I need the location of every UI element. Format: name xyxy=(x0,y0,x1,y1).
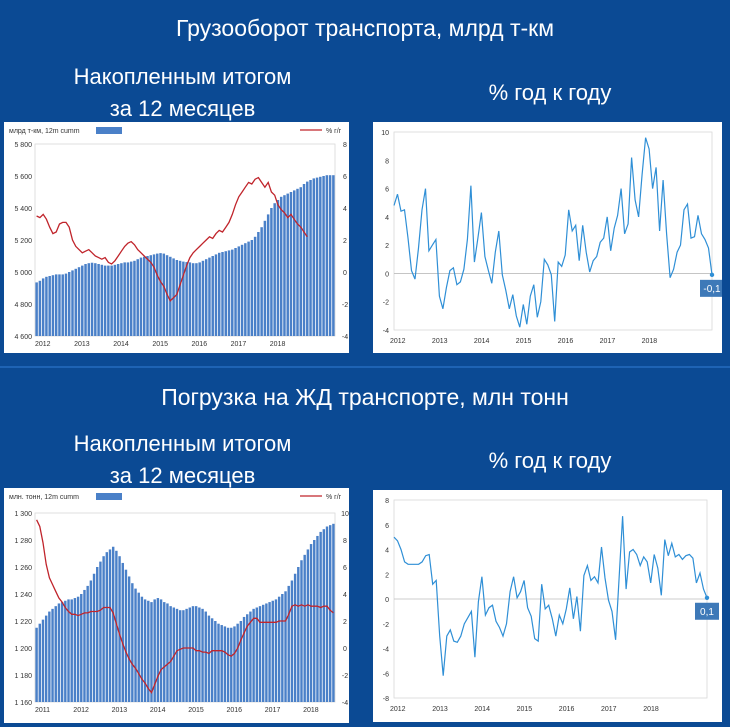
bar xyxy=(332,175,334,336)
bar xyxy=(169,606,171,702)
y-tick-label: 8 xyxy=(385,158,389,166)
bar xyxy=(133,261,135,336)
y2-tick-label: 4 xyxy=(343,206,347,213)
bar xyxy=(150,255,152,336)
y2-tick-label: 0 xyxy=(343,270,347,277)
bar xyxy=(283,195,285,336)
y2-tick-label: 6 xyxy=(343,565,347,572)
x-tick-label: 2012 xyxy=(390,706,406,713)
bar xyxy=(136,259,138,336)
bar xyxy=(262,605,264,702)
top-title: Грузооборот транспорта, млрд т-км xyxy=(175,15,555,41)
bar xyxy=(230,628,232,702)
bar xyxy=(42,620,44,702)
x-tick-label: 2016 xyxy=(558,706,575,713)
x-tick-label: 2016 xyxy=(191,341,208,348)
x-tick-label: 2017 xyxy=(599,338,616,345)
x-tick-label: 2013 xyxy=(74,341,90,348)
bar xyxy=(260,227,262,336)
bar xyxy=(241,245,243,336)
callout-label: -0,1 xyxy=(703,283,721,295)
bar xyxy=(125,570,127,702)
bar xyxy=(159,253,161,336)
bottom-yoy-header: % год к году xyxy=(488,448,612,473)
yoy-line xyxy=(394,516,707,676)
bar xyxy=(182,610,184,702)
bar xyxy=(35,282,37,336)
bar xyxy=(297,567,299,702)
bar xyxy=(192,606,194,702)
bar xyxy=(247,242,249,336)
y-tick-label: 4 800 xyxy=(14,302,32,309)
bar xyxy=(141,597,143,702)
bar xyxy=(96,567,98,702)
y-tick-label: 6 xyxy=(385,186,389,194)
bar xyxy=(189,608,191,703)
bar xyxy=(157,598,159,702)
bar xyxy=(128,576,130,702)
bottom-title: Погрузка на ЖД транспорте, млн тонн xyxy=(161,383,569,410)
rail-cumulative-panel xyxy=(4,488,349,723)
bar xyxy=(138,593,140,702)
bar xyxy=(236,624,238,702)
bar xyxy=(307,549,309,702)
bar xyxy=(58,603,60,702)
bottom-title-band xyxy=(0,366,730,426)
bar xyxy=(163,254,165,336)
bar xyxy=(326,175,328,336)
bar xyxy=(293,190,295,336)
bar xyxy=(306,182,308,336)
bar xyxy=(179,261,181,336)
freight-yoy-panel xyxy=(373,122,722,353)
bar xyxy=(218,253,220,336)
bar xyxy=(300,187,302,336)
bar xyxy=(291,581,293,703)
x-tick-label: 2018 xyxy=(641,338,658,345)
y-tick-label: 5 800 xyxy=(14,142,32,149)
bar xyxy=(272,601,274,702)
bar xyxy=(101,265,103,336)
yoy-line xyxy=(394,138,712,328)
x-tick-label: 2012 xyxy=(35,341,51,348)
bar xyxy=(231,250,233,336)
x-tick-label: 2012 xyxy=(390,338,406,345)
bar xyxy=(211,618,213,702)
x-tick-label: 2016 xyxy=(557,338,574,345)
y-tick-label: 8 xyxy=(385,498,389,505)
bar xyxy=(267,214,269,336)
freight-cumulative-chart xyxy=(4,122,349,353)
bar xyxy=(288,586,290,702)
bar xyxy=(35,628,37,702)
x-tick-label: 2017 xyxy=(264,707,281,714)
bar xyxy=(215,254,217,336)
y-tick-label: -2 xyxy=(382,299,389,307)
bar xyxy=(58,274,60,336)
bar xyxy=(284,591,286,702)
bar xyxy=(310,544,312,702)
last-point-marker xyxy=(710,273,714,277)
y-tick-label: 0 xyxy=(385,271,389,279)
last-point-marker xyxy=(705,596,709,600)
y2-tick-label: 4 xyxy=(343,592,347,599)
bar xyxy=(94,263,96,336)
bar xyxy=(67,599,69,702)
bar xyxy=(233,626,235,702)
bar xyxy=(252,609,254,702)
y-tick-label: 2 xyxy=(385,572,389,580)
yoy-line xyxy=(37,178,308,301)
bar xyxy=(208,258,210,336)
bar xyxy=(68,272,70,336)
x-tick-label: 2013 xyxy=(431,338,448,345)
bar xyxy=(55,274,57,336)
bar xyxy=(211,256,213,336)
bar xyxy=(123,262,125,336)
bar xyxy=(156,254,158,336)
bar xyxy=(146,256,148,336)
bar xyxy=(221,252,223,336)
bar xyxy=(55,606,57,702)
bar xyxy=(93,574,95,702)
bar xyxy=(169,257,171,336)
bottom-cumulative-header: Накопленным итогом за 12 месяцев xyxy=(73,431,292,488)
y2-tick-label: 8 xyxy=(343,538,347,545)
bar xyxy=(240,621,242,702)
bar xyxy=(163,602,165,702)
y-tick-label: 4 600 xyxy=(14,334,32,341)
bar xyxy=(309,180,311,336)
legend-bar-label: млн. тонн, 12m cumm xyxy=(9,494,79,501)
top-title-band xyxy=(0,0,730,57)
y2-tick-label: -2 xyxy=(341,302,349,309)
bar xyxy=(51,609,53,702)
x-tick-label: 2018 xyxy=(269,341,286,348)
x-tick-label: 2018 xyxy=(643,706,659,713)
bar xyxy=(249,612,251,702)
bar xyxy=(61,274,63,336)
bar xyxy=(45,277,47,336)
bar xyxy=(268,602,270,702)
bar xyxy=(77,597,79,702)
bar xyxy=(99,562,101,702)
bar xyxy=(90,581,92,703)
bar xyxy=(109,549,111,702)
bar xyxy=(112,547,114,702)
x-tick-label: 2014 xyxy=(113,341,129,348)
x-tick-label: 2015 xyxy=(152,341,168,348)
bar xyxy=(228,250,230,336)
y-tick-label: 1 240 xyxy=(14,592,32,599)
y-tick-label: 5 600 xyxy=(14,174,32,181)
bar xyxy=(322,176,324,336)
bar xyxy=(303,184,305,336)
y2-tick-label: 2 xyxy=(343,238,347,245)
bar xyxy=(130,262,132,336)
callout-label: 0,1 xyxy=(700,606,714,618)
bar xyxy=(234,248,236,336)
bar xyxy=(329,175,331,336)
bar xyxy=(64,601,66,702)
legend-bar-swatch xyxy=(96,127,122,134)
x-tick-label: 2016 xyxy=(226,707,243,714)
legend-bar-label: млрд т-км, 12m cumm xyxy=(9,128,80,135)
y2-tick-label: -2 xyxy=(341,673,349,680)
bar xyxy=(192,263,194,336)
bar xyxy=(205,259,207,336)
bar xyxy=(254,237,256,336)
y-tick-label: 5 200 xyxy=(14,238,32,245)
y-tick-label: 1 300 xyxy=(14,511,32,518)
bar xyxy=(80,594,82,702)
bar xyxy=(329,525,331,702)
bar xyxy=(39,281,41,336)
y-tick-label: 1 200 xyxy=(14,646,32,653)
bar xyxy=(278,597,280,702)
bar xyxy=(65,274,67,336)
bar xyxy=(214,621,216,702)
bar xyxy=(176,609,178,702)
bar xyxy=(238,246,240,336)
bar xyxy=(319,532,321,702)
bar xyxy=(275,599,277,702)
y-tick-label: 2 xyxy=(385,243,389,251)
bar xyxy=(84,264,86,336)
x-tick-label: 2013 xyxy=(432,706,448,713)
bar xyxy=(251,240,253,336)
bar xyxy=(52,275,54,336)
rail-yoy-panel xyxy=(373,490,722,722)
bar xyxy=(313,540,315,702)
top-cumulative-header: Накопленным итогом за 12 месяцев xyxy=(73,64,292,121)
bar xyxy=(198,262,200,336)
y-tick-label: 1 260 xyxy=(14,565,32,572)
x-tick-label: 2017 xyxy=(601,706,617,713)
bar xyxy=(316,178,318,336)
bar xyxy=(110,266,112,336)
bar xyxy=(294,574,296,702)
bar xyxy=(313,178,315,336)
x-tick-label: 2011 xyxy=(35,707,51,714)
bar xyxy=(104,266,106,336)
bar xyxy=(225,251,227,336)
bar xyxy=(185,262,187,336)
freight-cumulative-panel xyxy=(4,122,349,353)
plot-frame xyxy=(35,513,335,702)
bar xyxy=(280,197,282,336)
bar xyxy=(195,263,197,336)
bar xyxy=(319,177,321,336)
y-tick-label: 5 000 xyxy=(14,270,32,277)
y-tick-label: -6 xyxy=(382,671,389,679)
x-tick-label: 2014 xyxy=(149,707,166,714)
bar xyxy=(140,258,142,336)
bar xyxy=(217,624,219,702)
bar xyxy=(61,602,63,702)
bar xyxy=(256,608,258,703)
bar xyxy=(176,260,178,336)
bar xyxy=(166,603,168,702)
y2-tick-label: 8 xyxy=(343,142,347,149)
bar xyxy=(205,612,207,702)
y2-tick-label: 0 xyxy=(343,646,347,653)
bar xyxy=(48,276,50,336)
y-tick-label: -2 xyxy=(382,621,389,629)
bar xyxy=(39,624,41,702)
x-tick-label: 2014 xyxy=(474,706,490,713)
rail-yoy-chart xyxy=(373,490,722,722)
bar xyxy=(208,616,210,702)
bar xyxy=(257,232,259,336)
bar xyxy=(277,200,279,336)
bar xyxy=(102,556,104,702)
bar xyxy=(86,586,88,702)
bar xyxy=(243,617,245,702)
bar xyxy=(316,536,318,702)
bar xyxy=(88,263,90,336)
bar xyxy=(75,269,77,336)
bar xyxy=(220,625,222,702)
bar xyxy=(265,603,267,702)
x-tick-label: 2015 xyxy=(516,706,533,713)
bar xyxy=(78,267,80,336)
y-tick-label: -4 xyxy=(382,646,389,654)
bar xyxy=(134,589,136,702)
y-tick-label: 1 160 xyxy=(14,700,32,707)
x-tick-label: 2017 xyxy=(230,341,247,348)
x-tick-label: 2012 xyxy=(73,707,89,714)
legend-bar-swatch xyxy=(96,493,122,500)
bar xyxy=(201,609,203,702)
y-tick-label: 1 220 xyxy=(14,619,32,626)
y-tick-label: -4 xyxy=(382,328,389,335)
y2-tick-label: 10 xyxy=(341,511,349,518)
y-tick-label: 1 180 xyxy=(14,673,32,680)
bar xyxy=(195,606,197,702)
bar xyxy=(273,203,275,336)
bar xyxy=(107,266,109,336)
bar xyxy=(74,598,76,702)
bar xyxy=(71,270,73,336)
bar xyxy=(286,194,288,336)
bar xyxy=(144,599,146,702)
bar xyxy=(264,221,266,336)
legend-line-label: % г/г xyxy=(326,494,342,501)
bar xyxy=(179,610,181,702)
y2-tick-label: 6 xyxy=(343,174,347,181)
y2-tick-label: -4 xyxy=(341,700,349,707)
x-tick-label: 2018 xyxy=(303,707,319,714)
bar xyxy=(244,243,246,336)
bar xyxy=(45,616,47,702)
bar xyxy=(42,278,44,336)
bar xyxy=(185,609,187,702)
legend-line-label: % г/г xyxy=(326,128,342,135)
bar xyxy=(122,563,124,702)
bar xyxy=(81,266,83,336)
bar xyxy=(97,264,99,336)
freight-yoy-chart xyxy=(373,122,722,353)
y2-tick-label: -4 xyxy=(341,334,349,341)
y-tick-label: -8 xyxy=(382,696,389,703)
bar xyxy=(227,628,229,702)
bar xyxy=(160,599,162,702)
bar xyxy=(127,262,129,336)
y-tick-label: 1 280 xyxy=(14,538,32,545)
y-tick-label: 6 xyxy=(385,522,389,530)
bar xyxy=(120,263,122,336)
bar xyxy=(303,555,305,702)
y-tick-label: 5 400 xyxy=(14,206,32,213)
bar xyxy=(323,529,325,702)
bar xyxy=(83,590,85,702)
bar xyxy=(270,208,272,336)
bar xyxy=(189,262,191,336)
bar xyxy=(224,626,226,702)
y-tick-label: 4 xyxy=(385,214,389,222)
bar xyxy=(150,602,152,702)
bar xyxy=(296,189,298,336)
rail-cumulative-chart xyxy=(4,488,349,723)
bar xyxy=(202,261,204,336)
bar xyxy=(106,552,108,702)
y-tick-label: 0 xyxy=(385,597,389,604)
top-yoy-header: % год к году xyxy=(488,80,612,105)
bar xyxy=(198,608,200,703)
bar xyxy=(114,265,116,336)
bar xyxy=(300,560,302,702)
y2-tick-label: 2 xyxy=(343,619,347,626)
x-tick-label: 2014 xyxy=(473,338,490,345)
x-tick-label: 2015 xyxy=(515,338,532,345)
bar xyxy=(131,583,133,702)
bar xyxy=(117,264,119,336)
bar xyxy=(91,263,93,336)
bar xyxy=(143,257,145,336)
y-tick-label: 10 xyxy=(381,130,389,137)
x-tick-label: 2015 xyxy=(188,707,204,714)
y-tick-label: 4 xyxy=(385,547,389,555)
bar xyxy=(48,612,50,702)
x-tick-label: 2013 xyxy=(111,707,128,714)
bar xyxy=(326,527,328,703)
bar xyxy=(118,556,120,702)
bar xyxy=(281,594,283,702)
